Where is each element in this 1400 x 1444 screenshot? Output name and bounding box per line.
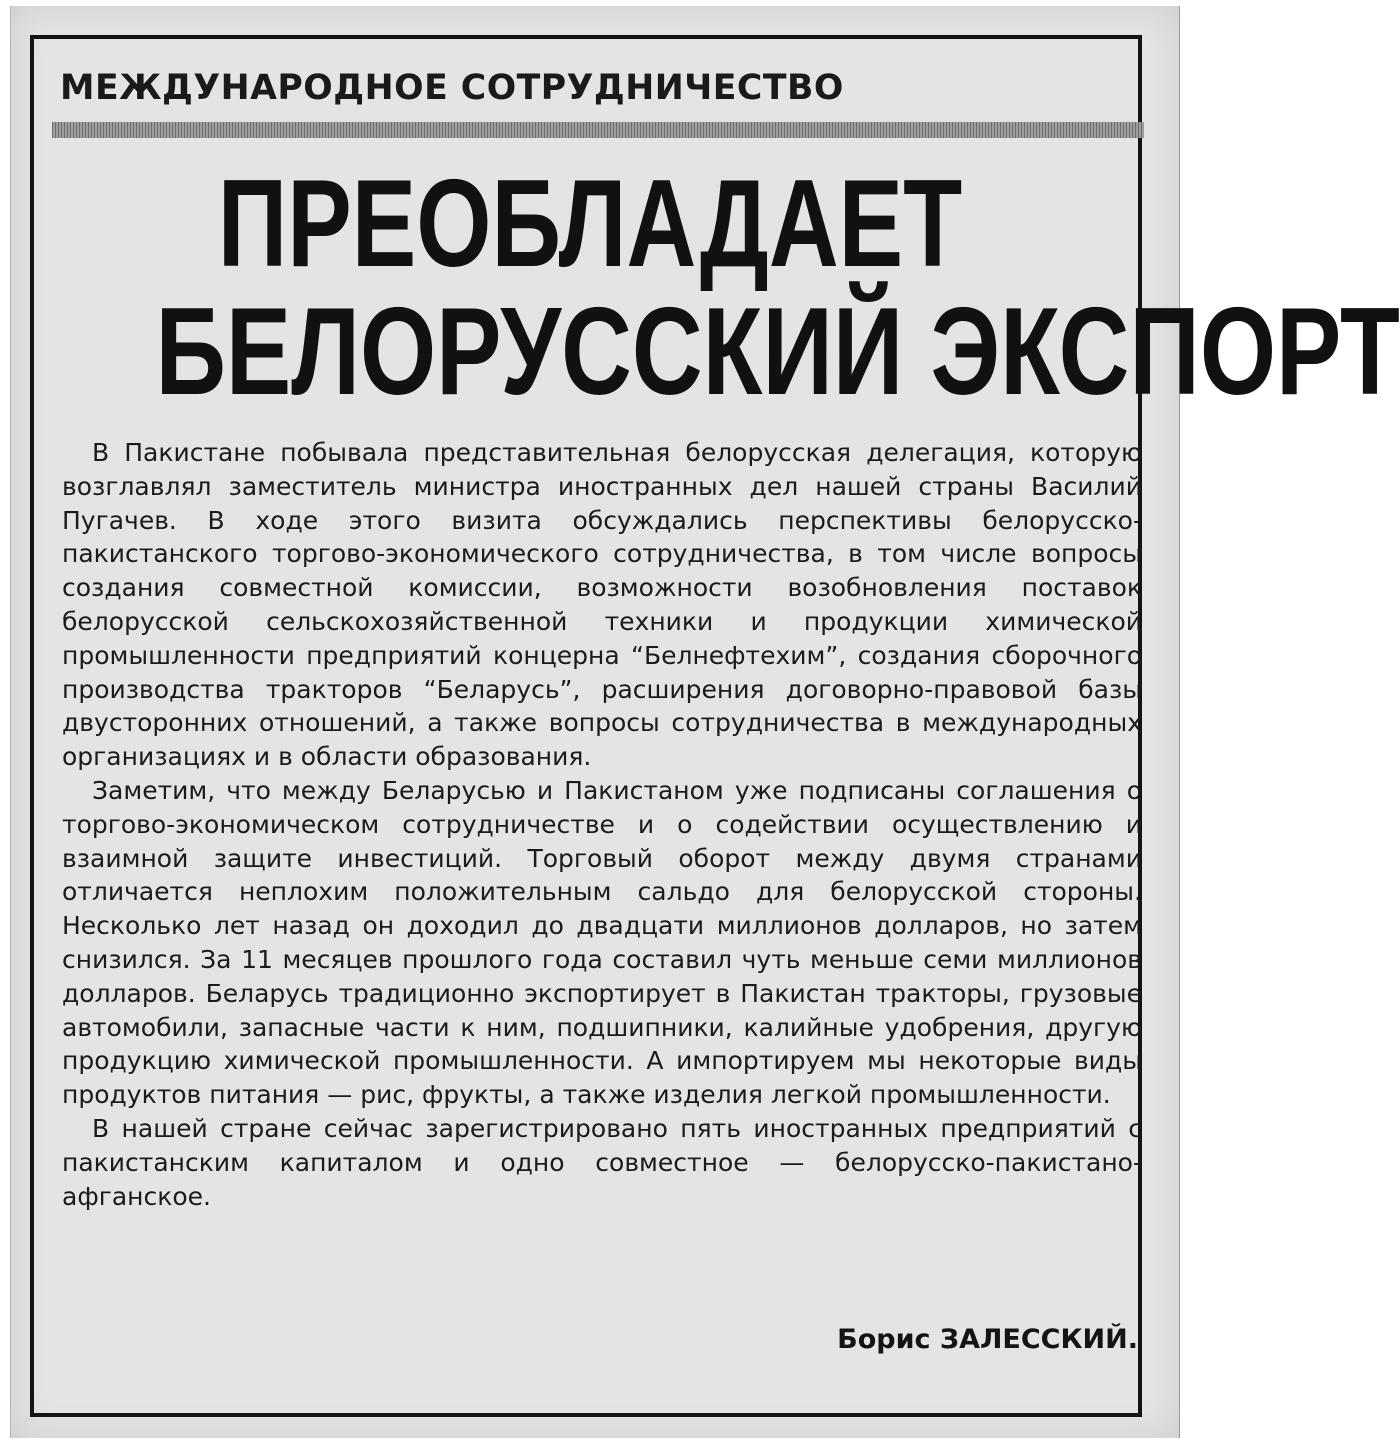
article-body (62, 436, 1142, 1213)
author-signature: Борис ЗАЛЕССКИЙ. (837, 1324, 1138, 1355)
article-paragraph-1: В Пакистане побывала представительная белорусская делегация, которую возглавлял заместитель министра иностранных дел нашей страны Василий Пугачев. В ходе этого визита обсуждались перспективы белорусско-пакистанского торгово-экономического сотрудничества, в том числе вопросы создания совместной комиссии, возможности возобновления поставок белорусской сельскохозяйственной техники и продукции химической промышленности предприятий концерна “Белнефтехим”, создания сборочного производства тракторов “Беларусь”, расширения договорно-правовой базы двусторонних отношений, а также вопросы сотрудничества в международных организациях и в области образования. (62, 438, 1142, 772)
headline-line-2: БЕЛОРУССКИЙ ЭКСПОРТ (155, 283, 1400, 421)
headline-line-1: ПРЕОБЛАДАЕТ (217, 155, 963, 293)
section-rubric: МЕЖДУНАРОДНОЕ СОТРУДНИЧЕСТВО (60, 68, 844, 108)
article-paragraph-3: В нашей стране сейчас зарегистрировано пять иностранных предприятий с пакистанским капиталом и одно совместное — белорусско-пакистано-афганское. (62, 1113, 1142, 1211)
rubric-underline (52, 122, 1144, 138)
article-paragraph-2: Заметим, что между Беларусью и Пакистаном уже подписаны соглашения о торгово-экономическом сотрудничестве и о содействии осуществлению и взаимной защите инвестиций. Торговый оборот между двумя странами отличается неплохим положительным сальдо для белорусской стороны. Несколько лет назад он доходил до двадцати миллионов долларов, но затем снизился. За 11 месяцев прошлого года составил чуть меньше семи миллионов долларов. Беларусь традиционно экспортирует в Пакистан тракторы, грузовые автомобили, запасные части к ним, подшипники, калийные удобрения, другую продукцию химической промышленности. А импортируем мы некоторые виды продуктов питания — рис, фрукты, а также изделия легкой промышленности. (62, 775, 1142, 1110)
